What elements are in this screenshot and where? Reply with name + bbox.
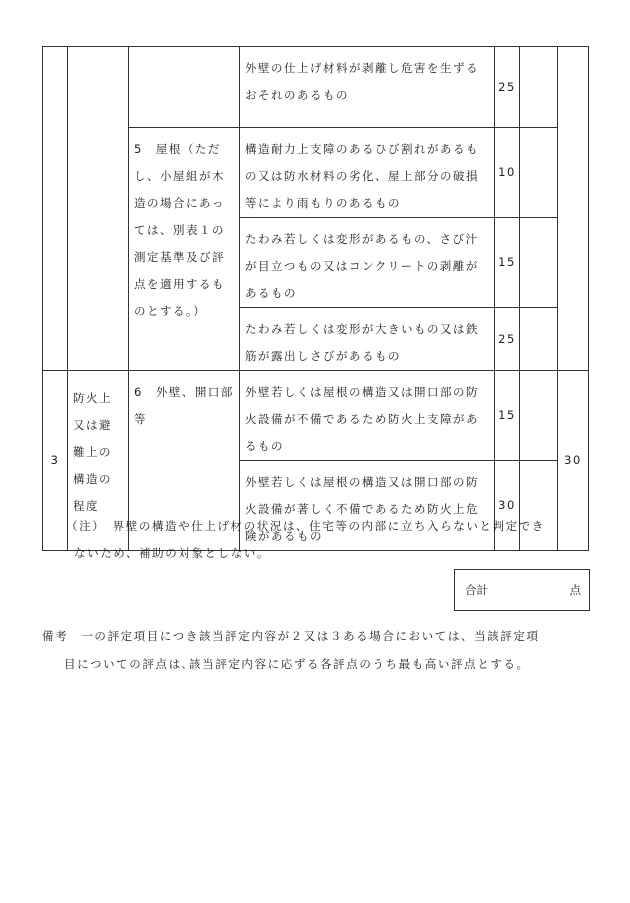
section-number-cell: [43, 47, 68, 371]
criteria-cell: 外壁若しくは屋根の構造又は開口部の防火設備が不備であるため防火上支障があるもの: [240, 371, 495, 461]
score-cell: 30: [495, 461, 520, 551]
remark-line: 目についての評点は､該当評定内容に応ずる各評点のうち最も高い評点とする。: [64, 657, 530, 671]
item-label-wall: 6 外壁、開口部等: [129, 371, 240, 551]
max-score-cell: [558, 47, 589, 371]
check-cell: [520, 371, 558, 461]
evaluation-table: [42, 46, 589, 551]
check-cell: [520, 308, 558, 371]
criteria-cell: たわみ若しくは変形があるもの、さび汁が目立つもの又はコンクリートの剥離があるもの: [240, 218, 495, 308]
score-cell: 25: [495, 47, 520, 128]
item-label-roof: 5 屋根（ただし、小屋組が木造の場合にあっては、別表１の測定基準及び評点を適用するものとする。）: [129, 128, 240, 371]
check-cell: [520, 128, 558, 218]
criteria-cell: 構造耐力上支障のあるひび割れがあるもの又は防水材料の劣化、屋上部分の破損等により雨もりのあるもの: [240, 128, 495, 218]
section-label: 防火上又は避難上の構造の程度: [68, 371, 129, 551]
total-score-box: [454, 569, 590, 611]
note-line: （注） 界壁の構造や仕上げ材の状況は、住宅等の内部に立ち入らないと判定でき: [66, 519, 545, 533]
criteria-cell: 外壁の仕上げ材料が剥離し危害を生ずるおそれのあるもの: [240, 47, 495, 128]
criteria-cell: 外壁若しくは屋根の構造又は開口部の防火設備が著しく不備であるため防火上危険があるもの: [240, 461, 495, 551]
criteria-cell: たわみ若しくは変形が大きいもの又は鉄筋が露出しさびがあるもの: [240, 308, 495, 371]
section-number: 3: [43, 371, 68, 551]
check-cell: [520, 47, 558, 128]
section-label-cell: [68, 47, 129, 371]
score-cell: 25: [495, 308, 520, 371]
item-label-cell: [129, 47, 240, 128]
check-cell: [520, 218, 558, 308]
note: [42, 513, 590, 567]
score-cell: 10: [495, 128, 520, 218]
total-label: 合計: [465, 583, 488, 597]
remark: [42, 622, 594, 678]
note-line: ないため、補助の対象としない。: [74, 546, 271, 560]
score-cell: 15: [495, 371, 520, 461]
score-cell: 15: [495, 218, 520, 308]
remark-line: 備考 一の評定項目につき該当評定内容が２又は３ある場合においては、当該評定項: [42, 629, 540, 643]
total-unit: 点: [569, 583, 581, 597]
section-max-score: 30: [558, 371, 589, 551]
